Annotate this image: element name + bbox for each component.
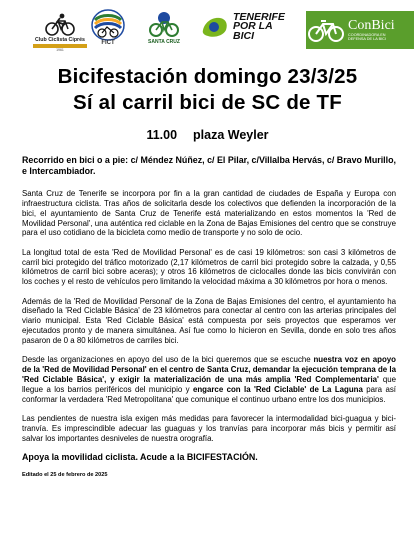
club-established: 1961 (56, 48, 64, 52)
paragraph-intermodality: Las pendientes de nuestra isla exigen más medidas para favorecer la intermodalidad bici-guagua y bici-tranvía. Es imprescindible adecuar las guaguas y los tranvías para incorporar más bicis y permitir así salvar los importantes desniveles de nuestra orografía. (22, 414, 396, 443)
event-time: 11.00 (146, 128, 178, 142)
demands-text-3: para así conformar la verdadera 'Red Metropolitana' que comunique el continuo urbano entre los dos municipios. (22, 384, 396, 404)
route-paragraph: Recorrido en bici o a pie: c/ Méndez Núñez, c/ El Pilar, c/Villalba Hervás, c/ Bravo Murillo, e Intercambiador. (22, 155, 396, 176)
event-place: plaza Weyler (193, 128, 269, 142)
closing-call: Apoya la movilidad ciclista. Acude a la BICIFESTACIÓN. (22, 452, 258, 463)
bicycle-badge-icon (148, 10, 180, 38)
paragraph-demands (22, 355, 396, 404)
edited-date: Editado el 25 de febrero de 2025 (22, 471, 108, 478)
conbici-logo (306, 11, 414, 49)
document-body (22, 155, 396, 481)
cyclist-icon (43, 12, 77, 36)
fict-emblem-icon (89, 8, 127, 42)
demands-text-1: Desde las organizaciones en apoyo del uso de la bici queremos que se escuche (22, 355, 314, 365)
event-time-place (0, 128, 415, 142)
santa-cruz-logo (144, 10, 184, 45)
tenerife-por-la-bici-text (233, 10, 285, 42)
demands-text-2: que llegue a los barrios periféricos del municipio y (22, 375, 396, 394)
tpb-line1: TENERIFE (233, 10, 285, 23)
conbici-name: ConBici (348, 17, 395, 33)
paragraph-basic-network: Además de la 'Red de Movilidad Personal' de la Zona de Bajas Emisiones del centro, el ayuntamiento ha diseñado la 'Red Ciclable Básica' de 23 kilómetros para conectar al centro con las arterias principales del viario municipal. Esta 'Red Ciclable Básica' está compuesta por seis proyectos que esperamos ver ejecutados pronto y de manera simultánea. Así fue como lo hicieron en Sevilla, donde en solo tres años pasaron de 0 a 80 kilómetros de carriles bici. (22, 296, 396, 345)
tpb-line2: POR LA (233, 20, 273, 33)
demands-bold-1: nuestra voz en apoyo de la 'Red de Movilidad Personal' en el centro de Santa Cruz, demandar la ejecución temprana de la 'Red Ciclable Básica', y exigir la materialización de una más amplia 'Red Complementaria' (22, 355, 396, 384)
bicycle-icon (306, 15, 346, 45)
fict-logo (88, 8, 128, 46)
logo-bar (20, 8, 400, 54)
paragraph-intro: Santa Cruz de Tenerife se incorpora por fin a la gran cantidad de ciudades de España y Europa con infraestructura ciclista. Tras años de solicitarla desde los colectivos que defienden la incorporación de la bici, el ayuntamiento de Santa Cruz de Tenerife está materializando en estos momentos la 'Red de Movilidad Personal', una auténtica red ciclable en la Zona de Bajas Emisiones del centro que se construye para el uso cotidiano de la bicicleta como medio de transporte y no solo de ocio. (22, 189, 396, 238)
tenerife-por-la-bici-logo (200, 12, 292, 42)
tpb-line3: BICI (233, 29, 254, 42)
conbici-text (348, 19, 395, 42)
santa-cruz-name: SANTA CRUZ (148, 39, 180, 45)
demands-bold-2: engarce con la 'Red Ciclable' de La Laguna (192, 384, 363, 394)
conbici-subtitle-2: DEFENSA DE LA BICI (348, 37, 386, 41)
island-icon (200, 12, 230, 42)
paragraph-network-length: La longitud total de esta 'Red de Movilidad Personal' es de casi 19 kilómetros: son casi 3 kilómetros de carril bici protegido del tráfico motorizado (2,17 kilómetros de carril bici protegido sobre la calzada, y 0,55 kilómetros de carril bici sobre aceras); y otros 16 kilómetros de ciclocalles donde las bicis convivirán con los coches y el resto de vehículos pero limitando la velocidad máxima a 30 kilómetros por hora o menos. (22, 247, 396, 287)
fict-name: FICT (101, 40, 115, 46)
page-title: Bicifestación domingo 23/3/25 (57, 65, 358, 88)
club-name: Club Ciclista Ciprés (34, 37, 86, 43)
page-subtitle: Sí al carril bici de SC de TF (73, 91, 342, 114)
conbici-subtitle-1: COORDINADORA EN (348, 32, 386, 37)
